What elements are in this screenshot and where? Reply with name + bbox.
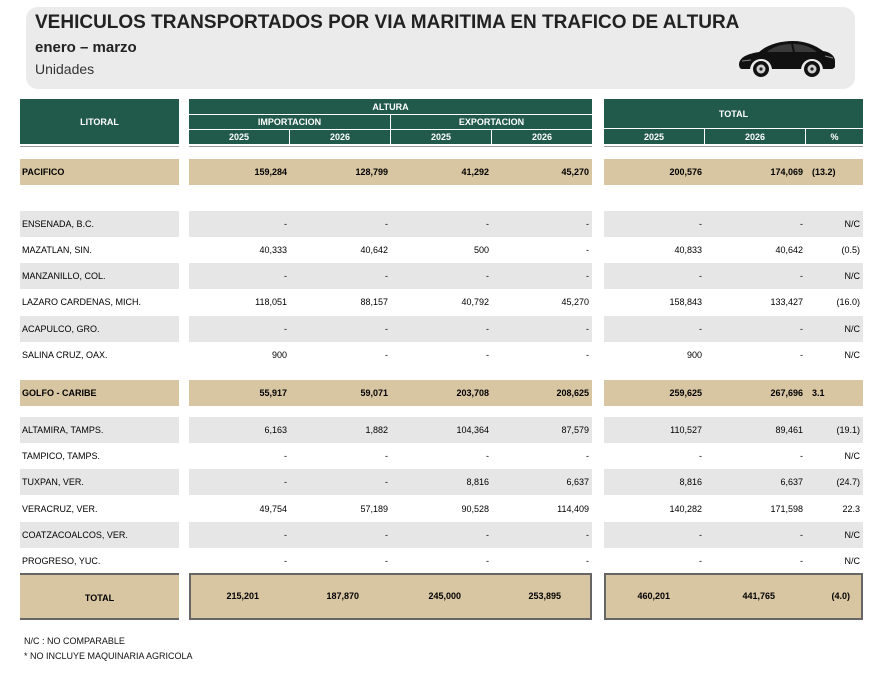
cell: - — [486, 350, 489, 360]
table-row — [20, 443, 863, 469]
port-label: ALTAMIRA, TAMPS. — [20, 417, 179, 443]
cell: 6,637 — [705, 469, 806, 495]
year-header: 2026 — [492, 130, 592, 144]
cell: - — [290, 316, 391, 342]
cell: 8,816 — [391, 469, 492, 495]
cell: (16.0) — [836, 297, 860, 307]
header-underline — [20, 146, 179, 147]
section-label: PACIFICO — [20, 159, 179, 185]
port-label: MAZATLAN, SIN. — [22, 245, 92, 255]
cell: - — [385, 556, 388, 566]
period-label: enero – marzo — [35, 39, 137, 56]
cell: - — [284, 451, 287, 461]
cell: 49,754 — [259, 504, 287, 514]
cell: - — [189, 522, 290, 548]
table-row — [20, 496, 863, 522]
cell: 171,598 — [770, 504, 803, 514]
cell: 158,843 — [669, 297, 702, 307]
port-label: LAZARO CARDENAS, MICH. — [22, 297, 142, 307]
cell: - — [705, 211, 806, 237]
cell: - — [604, 316, 705, 342]
cell: 140,282 — [669, 504, 702, 514]
cell: N/C — [806, 263, 863, 289]
port-label: VERACRUZ, VER. — [22, 504, 98, 514]
cell: - — [492, 211, 592, 237]
cell: 259,625 — [604, 380, 705, 406]
cell: - — [290, 522, 391, 548]
cell: - — [699, 451, 702, 461]
year-header: 2026 — [705, 129, 805, 144]
cell: - — [604, 522, 705, 548]
cell: - — [189, 469, 290, 495]
cell: 87,579 — [492, 417, 592, 443]
cell: 40,642 — [775, 245, 803, 255]
cell: 6,163 — [189, 417, 290, 443]
table-row — [20, 342, 863, 368]
cell: 8,816 — [604, 469, 705, 495]
cell: - — [492, 316, 592, 342]
port-label: ACAPULCO, GRO. — [20, 316, 179, 342]
table-row — [20, 380, 863, 406]
cell: 55,917 — [189, 380, 290, 406]
cell: - — [385, 451, 388, 461]
cell: N/C — [806, 316, 863, 342]
cell: 460,201 — [637, 591, 670, 601]
cell: N/C — [844, 451, 860, 461]
table-row — [20, 159, 863, 185]
cell: (4.0) — [831, 591, 850, 601]
port-label: ENSENADA, B.C. — [20, 211, 179, 237]
cell: - — [391, 211, 492, 237]
cell: - — [486, 451, 489, 461]
cell: N/C — [806, 522, 863, 548]
page-title: VEHICULOS TRANSPORTADOS POR VIA MARITIMA EN TRAFICO DE ALTURA — [35, 12, 740, 33]
cell: - — [492, 522, 592, 548]
cell: 200,576 — [604, 159, 705, 185]
importacion-header: IMPORTACION — [189, 115, 390, 129]
exportacion-header: EXPORTACION — [391, 115, 592, 129]
cell: 90,528 — [461, 504, 489, 514]
cell: - — [800, 451, 803, 461]
cell: (19.1) — [806, 417, 863, 443]
cell: - — [486, 556, 489, 566]
total-altura-group — [189, 573, 592, 620]
footnote: * NO INCLUYE MAQUINARIA AGRICOLA — [24, 651, 193, 661]
port-label: MANZANILLO, COL. — [20, 263, 179, 289]
table-row — [20, 417, 863, 443]
cell: 900 — [686, 350, 702, 360]
cell: 215,201 — [226, 591, 259, 601]
table-row — [20, 263, 863, 289]
total-total-group — [604, 573, 863, 620]
cell: 114,409 — [557, 504, 589, 514]
cell: 22.3 — [842, 504, 860, 514]
cell: 208,625 — [492, 380, 592, 406]
cell: - — [284, 556, 287, 566]
cell: - — [705, 522, 806, 548]
cell: - — [290, 211, 391, 237]
cell: 3.1 — [806, 380, 863, 406]
cell: - — [290, 263, 391, 289]
cell: 267,696 — [705, 380, 806, 406]
cell: - — [699, 556, 702, 566]
port-label: TAMPICO, TAMPS. — [22, 451, 101, 461]
cell: N/C — [844, 350, 860, 360]
cell: (24.7) — [806, 469, 863, 495]
cell: 203,708 — [391, 380, 492, 406]
cell: - — [391, 316, 492, 342]
port-label: SALINA CRUZ, OAX. — [22, 350, 108, 360]
cell: 441,765 — [742, 591, 775, 601]
total-label: TOTAL — [20, 573, 179, 620]
cell: - — [189, 263, 290, 289]
cell: 40,333 — [259, 245, 287, 255]
table-row — [20, 522, 863, 548]
cell: - — [800, 350, 803, 360]
altura-header: ALTURA — [189, 99, 592, 114]
cell: 40,833 — [674, 245, 702, 255]
cell: 245,000 — [428, 591, 461, 601]
cell: 900 — [271, 350, 287, 360]
cell: 253,895 — [528, 591, 561, 601]
cell: 174,069 — [705, 159, 806, 185]
cell: 40,792 — [461, 297, 489, 307]
year-header: 2025 — [604, 129, 704, 144]
header-underline — [604, 146, 863, 147]
cell: (13.2) — [806, 159, 863, 185]
cell: 89,461 — [705, 417, 806, 443]
cell: N/C — [806, 211, 863, 237]
port-label: TUXPAN, VER. — [20, 469, 179, 495]
cell: - — [189, 316, 290, 342]
pct-header: % — [806, 129, 863, 144]
cell: - — [385, 350, 388, 360]
car-icon — [737, 30, 837, 80]
cell: - — [604, 211, 705, 237]
cell: - — [586, 350, 589, 360]
header-underline — [189, 146, 592, 147]
cell: (0.5) — [841, 245, 860, 255]
title-banner — [26, 7, 855, 89]
table-row — [20, 469, 863, 495]
cell: - — [586, 556, 589, 566]
cell: 57,189 — [360, 504, 388, 514]
cell: 40,642 — [360, 245, 388, 255]
port-label: COATZACOALCOS, VER. — [20, 522, 179, 548]
cell: 187,870 — [326, 591, 359, 601]
year-header: 2025 — [189, 130, 289, 144]
cell: - — [189, 211, 290, 237]
units-label: Unidades — [35, 61, 95, 77]
cell: 133,427 — [770, 297, 803, 307]
cell: 41,292 — [391, 159, 492, 185]
footnote: N/C : NO COMPARABLE — [24, 636, 125, 646]
table-row — [20, 289, 863, 315]
total-header: TOTAL — [604, 99, 863, 128]
cell: N/C — [844, 556, 860, 566]
table-row — [20, 548, 863, 574]
year-header: 2026 — [290, 130, 390, 144]
litoral-header: LITORAL — [20, 99, 179, 144]
table-row — [20, 211, 863, 237]
cell: - — [391, 522, 492, 548]
section-label: GOLFO - CARIBE — [20, 380, 179, 406]
port-label: PROGRESO, YUC. — [22, 556, 101, 566]
cell: 500 — [473, 245, 489, 255]
cell: - — [290, 469, 391, 495]
cell: - — [800, 556, 803, 566]
cell: 104,364 — [391, 417, 492, 443]
cell: 45,270 — [492, 159, 592, 185]
cell: 88,157 — [360, 297, 388, 307]
cell: - — [586, 245, 589, 255]
year-header: 2025 — [391, 130, 491, 144]
cell: 45,270 — [561, 297, 589, 307]
cell: 128,799 — [290, 159, 391, 185]
cell: - — [586, 451, 589, 461]
cell: - — [604, 263, 705, 289]
cell: 159,284 — [189, 159, 290, 185]
cell: - — [705, 316, 806, 342]
cell: 118,051 — [255, 297, 287, 307]
table-row — [20, 316, 863, 342]
cell: - — [705, 263, 806, 289]
cell: 1,882 — [290, 417, 391, 443]
table-row — [20, 237, 863, 263]
cell: 110,527 — [604, 417, 705, 443]
cell: - — [391, 263, 492, 289]
cell: 6,637 — [492, 469, 592, 495]
total-row — [20, 573, 863, 620]
cell: 59,071 — [290, 380, 391, 406]
cell: - — [492, 263, 592, 289]
